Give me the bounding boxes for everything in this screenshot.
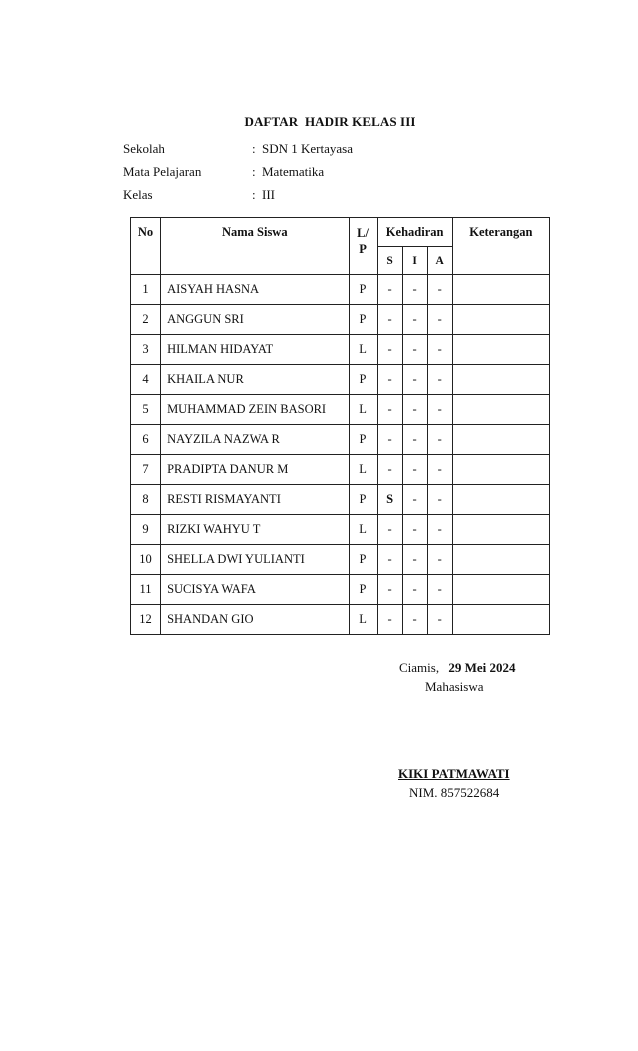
cell-no: 9 — [131, 515, 161, 545]
cell-nama: RESTI RISMAYANTI — [161, 485, 349, 515]
cell-sakit: - — [377, 575, 402, 605]
cell-keterangan — [452, 395, 549, 425]
cell-sakit: - — [377, 425, 402, 455]
meta-label: Mata Pelajaran — [123, 164, 202, 179]
signature-date: 29 Mei 2024 — [448, 660, 516, 675]
cell-alpha: - — [427, 485, 452, 515]
cell-alpha: - — [427, 275, 452, 305]
cell-gender: P — [349, 275, 377, 305]
cell-alpha: - — [427, 335, 452, 365]
cell-izin: - — [402, 455, 427, 485]
header-keterangan: Keterangan — [452, 218, 549, 275]
cell-gender: P — [349, 305, 377, 335]
cell-izin: - — [402, 305, 427, 335]
cell-gender: P — [349, 545, 377, 575]
attendance-table — [130, 217, 550, 635]
cell-keterangan — [452, 275, 549, 305]
header-izin: I — [402, 247, 427, 275]
header-alpha: A — [427, 247, 452, 275]
cell-nama: NAYZILA NAZWA R — [161, 425, 349, 455]
cell-sakit: - — [377, 275, 402, 305]
table-row — [131, 515, 550, 545]
cell-izin: - — [402, 575, 427, 605]
cell-gender: P — [349, 485, 377, 515]
cell-no: 8 — [131, 485, 161, 515]
cell-no: 4 — [131, 365, 161, 395]
cell-keterangan — [452, 425, 549, 455]
cell-alpha: - — [427, 605, 452, 635]
cell-sakit: - — [377, 395, 402, 425]
cell-sakit: - — [377, 605, 402, 635]
signature-role: Mahasiswa — [425, 679, 484, 694]
cell-alpha: - — [427, 455, 452, 485]
table-row — [131, 455, 550, 485]
cell-no: 11 — [131, 575, 161, 605]
table-body — [131, 275, 550, 635]
header-kehadiran: Kehadiran — [377, 218, 452, 247]
table-row — [131, 575, 550, 605]
cell-keterangan — [452, 485, 549, 515]
table-row — [131, 395, 550, 425]
header-sakit: S — [377, 247, 402, 275]
cell-no: 6 — [131, 425, 161, 455]
cell-sakit: S — [377, 485, 402, 515]
cell-nama: ANGGUN SRI — [161, 305, 349, 335]
signature-place-date — [399, 660, 516, 676]
cell-izin: - — [402, 485, 427, 515]
header-no: No — [131, 218, 161, 275]
cell-alpha: - — [427, 395, 452, 425]
cell-no: 2 — [131, 305, 161, 335]
cell-nama: SHANDAN GIO — [161, 605, 349, 635]
cell-gender: L — [349, 515, 377, 545]
cell-gender: P — [349, 365, 377, 395]
cell-sakit: - — [377, 335, 402, 365]
meta-value: Matematika — [262, 164, 325, 179]
cell-gender: L — [349, 605, 377, 635]
cell-no: 10 — [131, 545, 161, 575]
cell-izin: - — [402, 425, 427, 455]
cell-alpha: - — [427, 365, 452, 395]
header-gender — [349, 218, 377, 275]
cell-sakit: - — [377, 455, 402, 485]
cell-izin: - — [402, 545, 427, 575]
cell-gender: L — [349, 455, 377, 485]
table-row — [131, 335, 550, 365]
cell-izin: - — [402, 605, 427, 635]
table-row — [131, 605, 550, 635]
cell-no: 3 — [131, 335, 161, 365]
cell-izin: - — [402, 365, 427, 395]
cell-nama: HILMAN HIDAYAT — [161, 335, 349, 365]
cell-gender: P — [349, 575, 377, 605]
signature-place: Ciamis, — [399, 660, 440, 675]
header-gender-line2: P — [359, 242, 367, 256]
meta-separator: : — [252, 187, 256, 202]
table-row — [131, 305, 550, 335]
table-row — [131, 365, 550, 395]
signature-name: KIKI PATMAWATI — [398, 766, 510, 781]
meta-label: Kelas — [123, 187, 153, 202]
cell-alpha: - — [427, 575, 452, 605]
table-row — [131, 485, 550, 515]
meta-label: Sekolah — [123, 141, 165, 156]
cell-nama: KHAILA NUR — [161, 365, 349, 395]
cell-alpha: - — [427, 305, 452, 335]
cell-keterangan — [452, 545, 549, 575]
meta-separator: : — [252, 141, 256, 156]
cell-keterangan — [452, 605, 549, 635]
cell-izin: - — [402, 395, 427, 425]
cell-izin: - — [402, 335, 427, 365]
cell-sakit: - — [377, 545, 402, 575]
cell-gender: P — [349, 425, 377, 455]
cell-no: 7 — [131, 455, 161, 485]
cell-alpha: - — [427, 545, 452, 575]
header-gender-line1: L/ — [357, 226, 369, 240]
cell-no: 12 — [131, 605, 161, 635]
cell-izin: - — [402, 515, 427, 545]
cell-nama: MUHAMMAD ZEIN BASORI — [161, 395, 349, 425]
cell-keterangan — [452, 515, 549, 545]
cell-keterangan — [452, 455, 549, 485]
meta-value: III — [262, 187, 275, 202]
cell-gender: L — [349, 395, 377, 425]
cell-no: 5 — [131, 395, 161, 425]
cell-sakit: - — [377, 365, 402, 395]
table-row — [131, 545, 550, 575]
table-row — [131, 425, 550, 455]
cell-keterangan — [452, 575, 549, 605]
meta-separator: : — [252, 164, 256, 179]
signature-nim: NIM. 857522684 — [409, 785, 500, 800]
cell-nama: AISYAH HASNA — [161, 275, 349, 305]
cell-keterangan — [452, 335, 549, 365]
cell-no: 1 — [131, 275, 161, 305]
cell-nama: SHELLA DWI YULIANTI — [161, 545, 349, 575]
cell-gender: L — [349, 335, 377, 365]
header-nama-siswa: Nama Siswa — [161, 218, 349, 275]
cell-nama: RIZKI WAHYU T — [161, 515, 349, 545]
cell-sakit: - — [377, 515, 402, 545]
cell-keterangan — [452, 365, 549, 395]
cell-alpha: - — [427, 425, 452, 455]
cell-alpha: - — [427, 515, 452, 545]
cell-sakit: - — [377, 305, 402, 335]
document-title: DAFTAR HADIR KELAS III — [244, 114, 416, 129]
table-row — [131, 275, 550, 305]
cell-izin: - — [402, 275, 427, 305]
meta-value: SDN 1 Kertayasa — [262, 141, 353, 156]
cell-nama: PRADIPTA DANUR M — [161, 455, 349, 485]
cell-nama: SUCISYA WAFA — [161, 575, 349, 605]
cell-keterangan — [452, 305, 549, 335]
